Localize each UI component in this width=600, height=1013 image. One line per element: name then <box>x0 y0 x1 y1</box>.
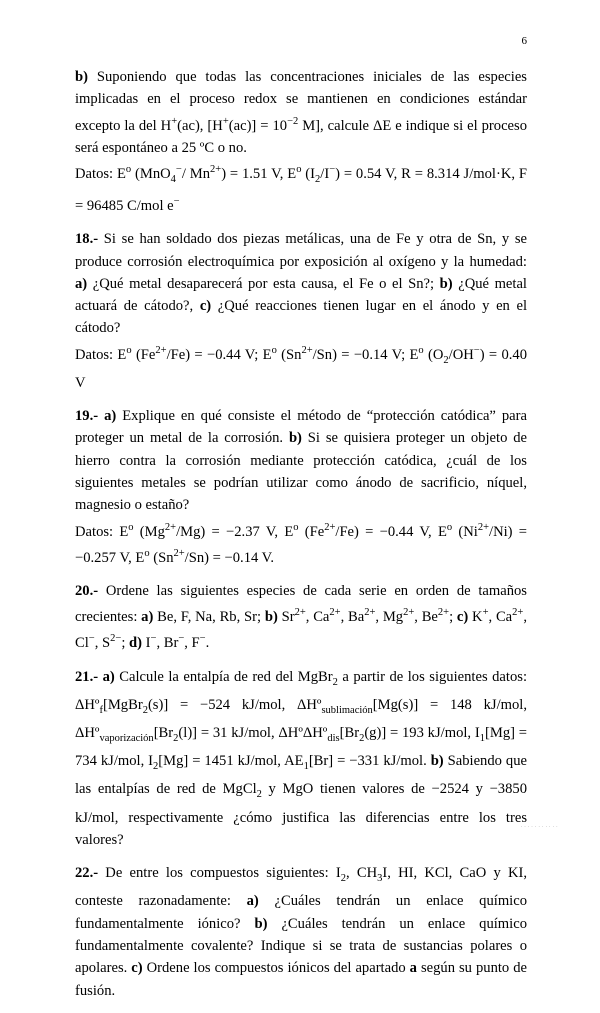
footer-mark: · · · · · · · · · · · <box>520 824 558 829</box>
document-body <box>75 66 527 1013</box>
question-18-text: 18.- Si se han soldado dos piezas metálicas, una de Fe y otra de Sn, y se produce corrosión electroquímica por exposición al oxígeno y la humedad: a) ¿Qué metal desaparecerá por esta causa, el Fe o el Sn?; b) ¿Qué metal actuará de cátodo?, c) ¿Qué reacciones tienen lugar en el ánodo y en el cátodo? <box>75 231 527 337</box>
question-19-text: 19.- a) Explique en qué consiste el método de “protección catódica” para proteger un metal de la corrosión. b) Si se quisiera proteger un objeto de hierro contra la corrosión mediante protección catódica, ¿cuál de los siguientes metales se podrían utilizar como ánodo de sacrificio, níquel, magnesio o estaño? <box>75 408 528 514</box>
question-17b-text: b) Suponiendo que todas las concentraciones iniciales de las especies implicadas en el proceso redox se mantienen en condiciones estándar excepto la del H+(ac), $[H^+(ac)] = 10^{-2}$ M], calcule ΔE e indique si el proceso será espontáneo a 25 ºC o no. <box>75 69 528 156</box>
question-17b <box>75 66 527 217</box>
question-20-text: 20.- Ordene las siguientes especies de cada serie en orden de tamaños crecientes: a) Be, F, Na, Rb, Sr; b) $Sr^{2+}$, $Ca^{2+}$, $Ba^{2+}$, $Mg^{2+}$, $Be^{2+}$; c) K+, $Ca^{2+}$, Cl−, $S^{2-}$; d) I−, Br−, F−. <box>75 582 527 652</box>
question-22 <box>75 862 527 1002</box>
question-19-data: Datos: $E^o$ $(Mg^{2+}/Mg) = -2.37$ V, $E^o$ $(Fe^{2+}/Fe) = -0.44$ V, $E^o$ $(Ni^{2+}/Ni) = -0.257$ V, $E^o$ $(Sn^{2+}/Sn) = -0.14$ V. <box>75 521 528 566</box>
question-18 <box>75 228 527 394</box>
question-17b-data: Datos: $E^o$ (MnO$_4$−/ $Mn^{2+}) = 1.51$ V, $E^o$ $(I_2/I^-) = 0.54$ V, R = 8.314 J/mol·K, F = 96485 C/mol e− <box>75 164 527 214</box>
page-number: 6 <box>521 35 527 47</box>
question-21 <box>75 666 527 852</box>
question-22-text: 22.- De entre los compuestos siguientes: $I_2$, $CH_3I$, HI, KCl, CaO y KI, conteste razonadamente: a) ¿Cuáles tendrán un enlace químico fundamentalmente iónico? b) ¿Cuáles tendrán un enlace químico fundamentalmente covalente? Indique si se trata de sustancias polares o apolares. c) Ordene los compuestos iónicos del apartado a según su punto de fusión. <box>75 865 528 999</box>
question-21-text: 21.- a) Calcule la entalpía de red del MgBr$_2$ a partir de los siguientes datos: ΔHº$_f$[MgBr$_2$(s)] = −524 kJ/mol, ΔHº$_{sublimación}$[Mg(s)] = 148 kJ/mol, $\Delta Hº_{vaporización}[Br_2(l)] = 31$ kJ/mol, $\Delta Hº\Delta Hº_{dis}[Br_2(g)] = 193$ kJ/mol, $I_1[Mg] = 734$ kJ/mol, $I_2[Mg] = 1451$ kJ/mol, $AE_1[Br] = -331$ kJ/mol. b) Sabiendo que las entalpías de red de MgCl$_2$ y MgO tienen valores de −2524 y −3850 kJ/mol, respectivamente ¿cómo justifica las diferencias entre los tres valores? <box>75 668 528 848</box>
question-19 <box>75 405 527 569</box>
question-20 <box>75 580 527 655</box>
question-18-data: Datos: $E^o$ $(Fe^{2+}/Fe) = -0.44$ V; $E^o$ $(Sn^{2+}/Sn) = -0.14$ V; $E^o$ $(O_2/OH^-) = 0.40$ V <box>75 344 528 391</box>
